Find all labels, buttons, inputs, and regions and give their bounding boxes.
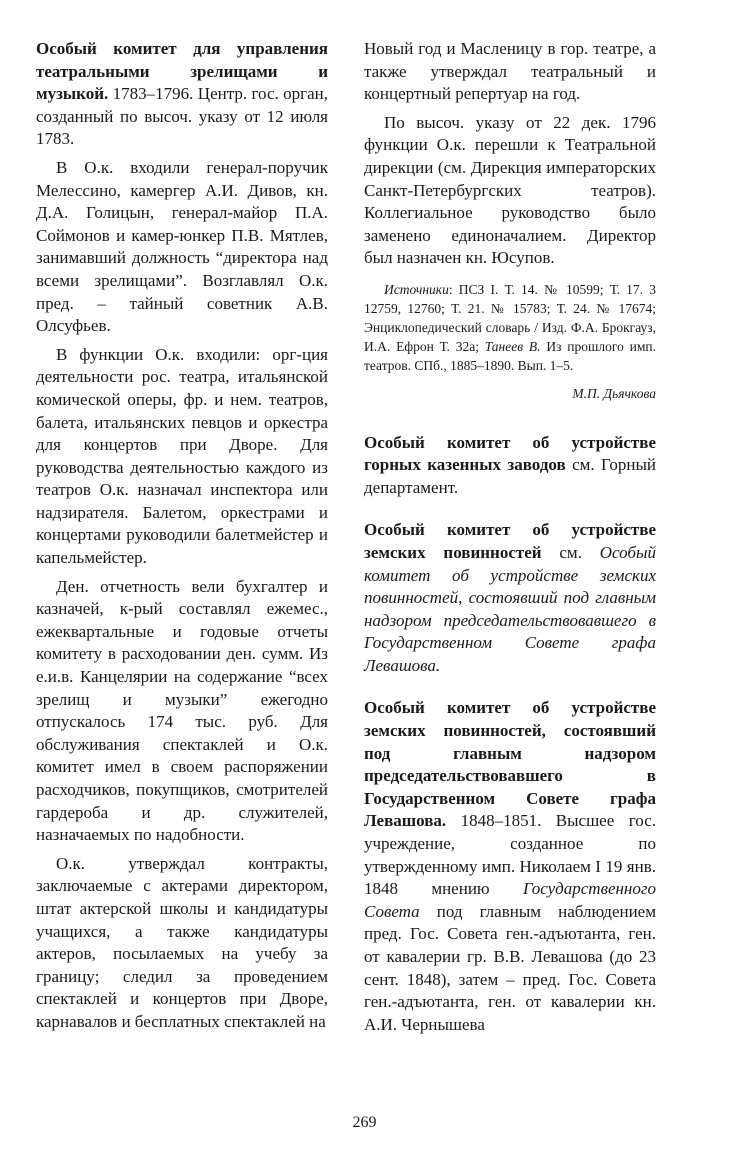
entry-crossref: Особый комитет об устройстве земских повинностей, состоявший под главным надзором председательствовавшего в Государственном Совете графа Левашова.: [364, 542, 656, 675]
left-column: [36, 38, 328, 1040]
page-number: 269: [352, 1114, 377, 1131]
entry-heading: Особый комитет для управления театральными зрелищами и музыкой.: [36, 39, 328, 104]
sources-author: Танеев В.: [484, 338, 541, 354]
paragraph-continued: Новый год и Масленицу в гор. театре, а также утверждал театральный и концертный репертуар на год.: [364, 39, 656, 104]
author-signature: М.П. Дьячкова: [572, 385, 656, 401]
entry-mining: [364, 432, 656, 500]
paragraph: В функции О.к. входили: орг-ция деятельности рос. театра, итальянской комической оперы, фр. и нем. театров, балета, итальянских певцов и оркестра для концертов при Дворе. Для руководства деятельностью каждого из театров О.к. назначал инспектора или надзирателя. Балетом, оркестрами и концертами руководили балетмейстер и капельмейстер.: [36, 344, 328, 568]
sources-text-2: Из прошлого имп. театров. СПб., 1885–1890. Вып. 1–5.: [364, 338, 656, 373]
entry-heading: Особый комитет об устройстве земских повинностей, состоявший под главным надзором председательствовавшего в Государственном Совете графа Левашова.: [364, 698, 656, 831]
right-column: [364, 38, 656, 1042]
paragraph: Ден. отчетность вели бухгалтер и казначей, к-рый составлял ежемес., ежеквартальные и годовые отчеты комитету в расходовании ден. сумм. Из е.и.в. Канцелярии на содержание “всех зрелищ и музыки” ежегодно отпускалось 174 тыс. руб. Для обслуживания спектаклей и О.к. комитет имел в своем распоряжении расходчиков, покупщиков, смотрителей гардероба и др. служителей, назначаемых по надобности.: [36, 576, 328, 845]
sources-text: : ПСЗ I. Т. 14. № 10599; Т. 17. 3 12759, 12760; Т. 21. № 15783; Т. 24. № 17674; Энциклопедический словарь / Изд. Ф.А. Брокгауз, И.А. Ефрон Т. 32а;: [364, 281, 656, 354]
entry-crossref: Государственного Совета: [364, 879, 656, 921]
entry-text: 1848–1851. Высшее гос. учреждение, созданное по утвержденному имп. Николаем I 19 янв. 1848 мнению: [364, 811, 656, 899]
paragraph: О.к. утверждал контракты, заключаемые с актерами директором, штат актерской школы и кандидатуры учащихся, а также кандидатуры актеров, посылаемых на учебу за границу; следил за проведением спектаклей и концертов при Дворе, карнавалов и бесплатных спектаклей на: [36, 853, 328, 1031]
entry-heading: Особый комитет об устройстве земских повинностей: [364, 520, 656, 562]
entry-zemstvo-ref: [364, 519, 656, 677]
paragraph: По высоч. указу от 22 дек. 1796 функции О.к. перешли к Театральной дирекции (см. Дирекция императорских Санкт-Петербургских театров). Коллегиальное руководство было заменено единоначалием. Директор был назначен кн. Юсупов.: [364, 112, 656, 268]
entry-heading: Особый комитет об устройстве горных казенных заводов: [364, 432, 656, 475]
entry-text-2: под главным наблюдением пред. Гос. Совета ген.-адъютанта, ген. от кавалерии гр. В.В. Левашова (до 23 сент. 1848), затем – пред. Гос. Совета ген.-адъютанта, ген. от кавалерии кн. А.И. Чернышева: [364, 901, 656, 1034]
sources: [364, 280, 656, 375]
paragraph: В О.к. входили генерал-поручик Мелессино, камергер А.И. Дивов, кн. Д.А. Голицын, генерал-майор П.А. Соймонов и камер-юнкер П.В. Мятлев, занимавший должность “директора над всеми зрелищами”. Возглавлял О.к. пред. – тайный советник А.В. Олсуфьев.: [36, 157, 328, 336]
entry-intro: 1783–1796. Центр. гос. орган, созданный по высоч. указу от 12 июля 1783.: [36, 84, 328, 149]
entry-text: см. Горный департамент.: [364, 455, 656, 497]
entry-text: см.: [541, 542, 600, 562]
entry-paragraph: [36, 38, 328, 151]
sources-label: Источники: [384, 281, 449, 297]
entry-zemstvo-levashov: [364, 697, 656, 1036]
